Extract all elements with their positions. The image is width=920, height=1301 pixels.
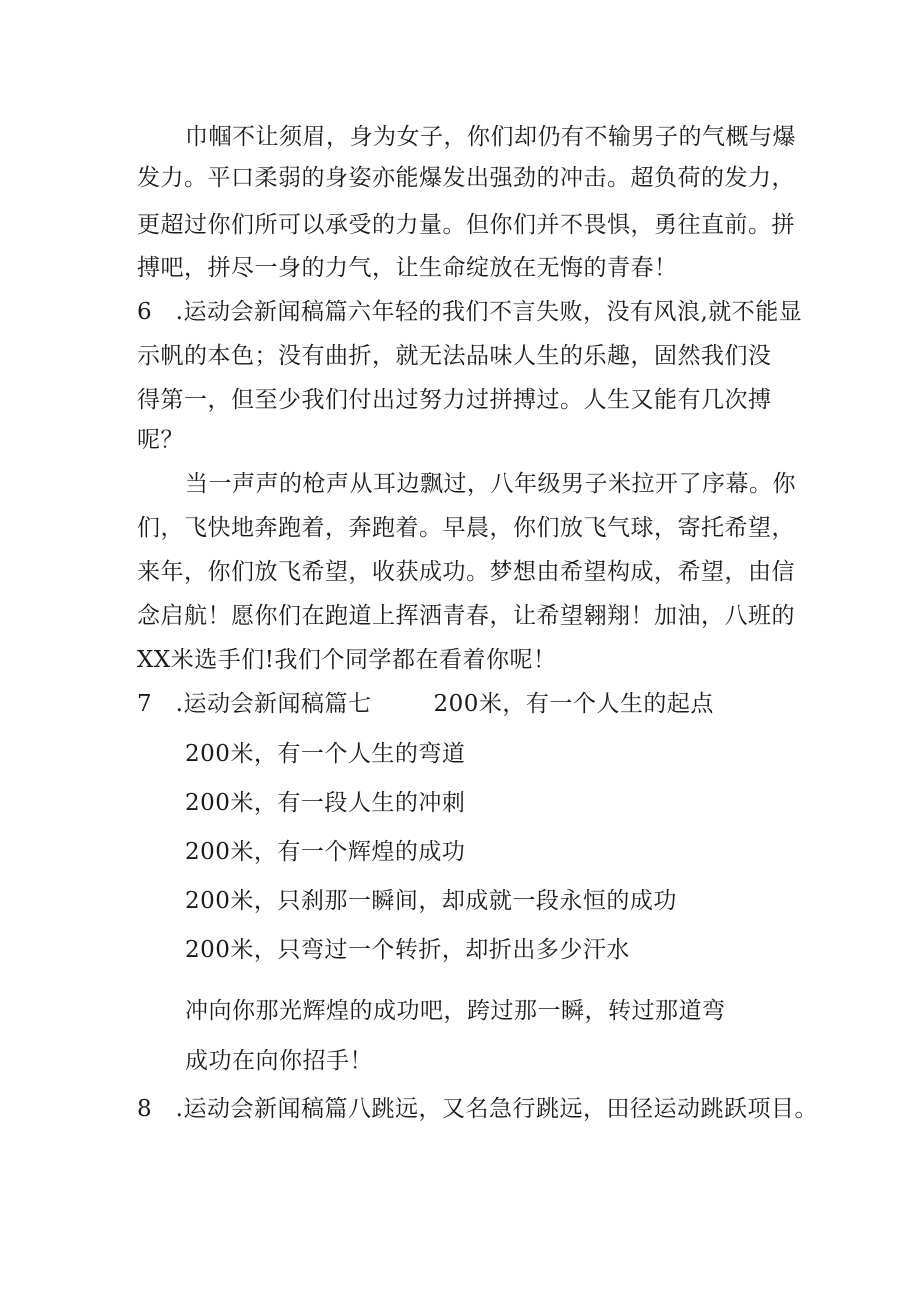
- section-6-line-4: 呢？: [137, 427, 184, 453]
- poem-line-2: 200米，有一段人生的冲刺: [185, 790, 466, 816]
- section-7-heading: 7 .运动会新闻稿篇七: [137, 691, 372, 717]
- section-6-paragraph-line-3: 来年，你们放飞希望，收获成功。梦想由希望构成，希望，由信: [137, 559, 795, 585]
- section-6-line-3: 得第一，但至少我们付出过努力过拼搏过。人生又能有几次搏: [137, 387, 772, 413]
- paragraph-5-line-4: 搏吧，拼尽一身的力气，让生命绽放在无悔的青春！: [137, 255, 678, 281]
- poem-line-4: 200米，只刹那一瞬间，却成就一段永恒的成功: [185, 888, 677, 914]
- closing-line-1: 冲向你那光辉煌的成功吧，跨过那一瞬，转过那道弯: [185, 998, 726, 1024]
- paragraph-5-line-1: 巾帼不让须眉，身为女子，你们却仍有不输男子的气概与爆: [185, 124, 796, 150]
- section-6-paragraph-line-5: XX米选手们!我们个同学都在看着你呢！: [137, 647, 557, 673]
- section-6-heading-line: 6 .运动会新闻稿篇六年轻的我们不言失败，没有风浪,就不能显: [137, 299, 803, 325]
- closing-line-2: 成功在向你招手！: [185, 1048, 373, 1074]
- section-6-paragraph-line-2: 们，飞快地奔跑着，奔跑着。早晨，你们放飞气球，寄托希望，: [137, 515, 795, 541]
- paragraph-5-line-2: 发力。平口柔弱的身姿亦能爆发出强劲的冲击。超负荷的发力，: [137, 165, 795, 191]
- section-8-heading-line: 8 .运动会新闻稿篇八跳远，又名急行跳远，田径运动跳跃项目。: [137, 1096, 818, 1122]
- section-6-line-2: 示帆的本色；没有曲折，就无法品味人生的乐趣，固然我们没: [137, 343, 772, 369]
- section-6-paragraph-line-1: 当一声声的枪声从耳边飘过，八年级男子米拉开了序幕。你: [185, 471, 796, 497]
- section-7-heading-rest: 200米，有一个人生的起点: [433, 691, 714, 717]
- paragraph-5-line-3: 更超过你们所可以承受的力量。但你们并不畏惧，勇往直前。拼: [137, 212, 795, 238]
- poem-line-1: 200米，有一个人生的弯道: [185, 741, 466, 767]
- section-7-heading-line: [137, 689, 714, 719]
- section-6-paragraph-line-4: 念启航！愿你们在跑道上挥洒青春，让希望翱翔！加油，八班的: [137, 603, 795, 629]
- poem-line-3: 200米，有一个辉煌的成功: [185, 839, 466, 865]
- poem-line-5: 200米，只弯过一个转折，却折出多少汗水: [185, 937, 630, 963]
